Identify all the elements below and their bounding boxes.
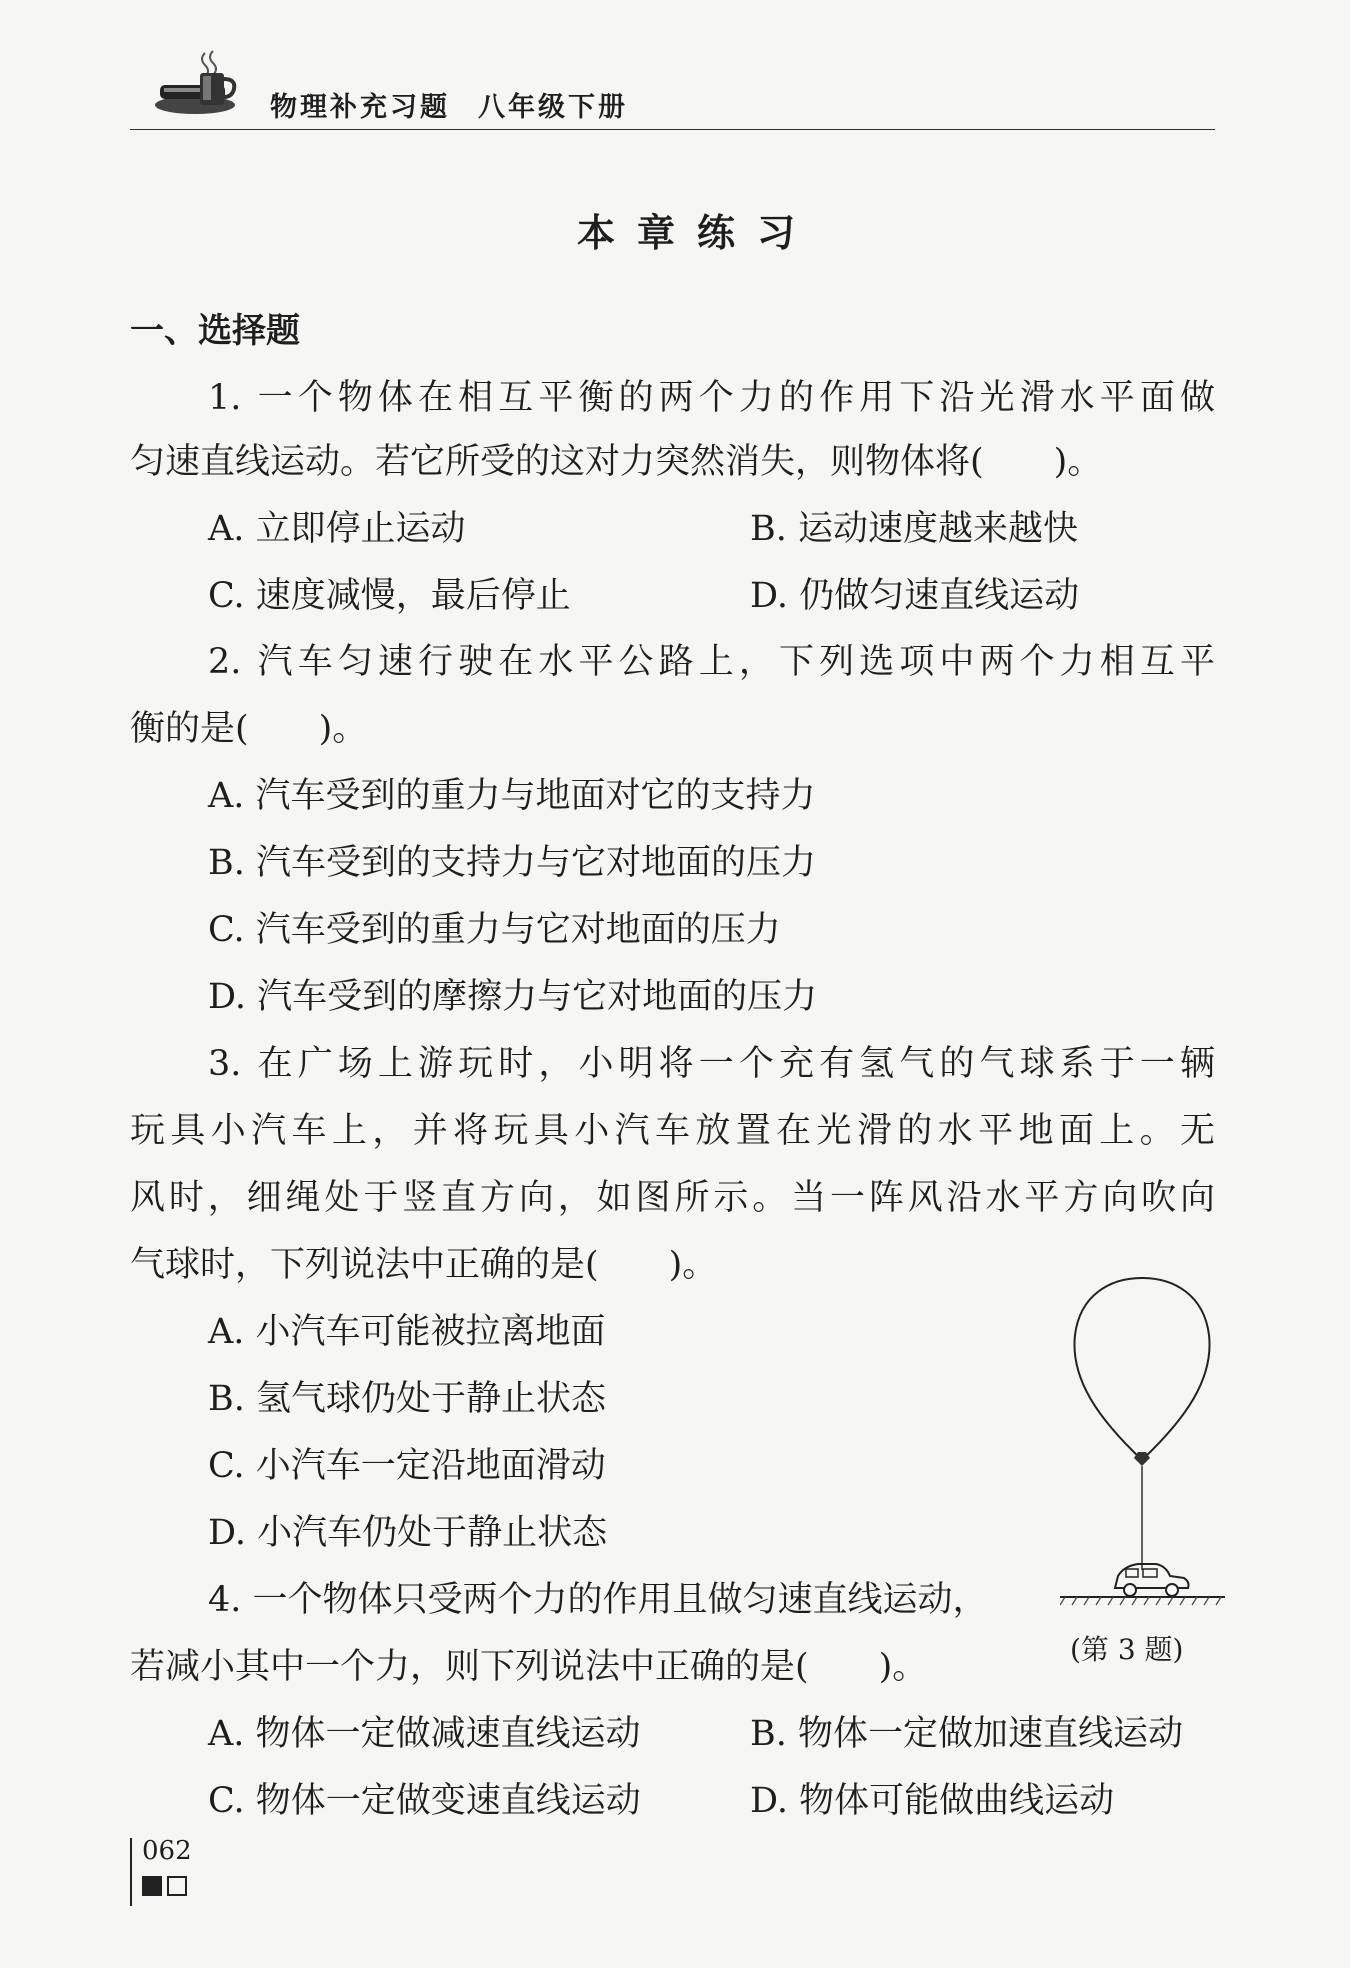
q2-option-a: A. 汽车受到的重力与地面对它的支持力 (208, 776, 816, 816)
q1-option-c: C. 速度减慢，最后停止 (208, 576, 571, 616)
q1-stem-line-2: 匀速直线运动。若它所受的这对力突然消失，则物体将( )。 (130, 442, 1103, 482)
section-title: 一、选择题 (130, 311, 300, 351)
books-and-cup-icon (150, 45, 270, 125)
q4-option-a: A. 物体一定做减速直线运动 (208, 1714, 641, 1754)
q4-option-c: C. 物体一定做变速直线运动 (208, 1781, 641, 1821)
q3-stem-line-3: 风时，细绳处于竖直方向，如图所示。当一阵风沿水平方向吹向 (130, 1178, 1215, 1218)
header-title (270, 85, 628, 124)
q3-option-d: D. 小汽车仍处于静止状态 (208, 1513, 608, 1553)
grade-label: 八年级下册 (478, 92, 628, 123)
page-number: 062 (142, 1836, 192, 1866)
q3-option-c: C. 小汽车一定沿地面滑动 (208, 1446, 606, 1486)
chapter-title: 本章练习 (576, 211, 817, 255)
figure-caption: (第 3 题) (1070, 1633, 1184, 1666)
q2-option-d: D. 汽车受到的摩擦力与它对地面的压力 (208, 977, 818, 1017)
q1-option-b: B. 运动速度越来越快 (750, 509, 1078, 549)
q3-stem-line-4: 气球时，下列说法中正确的是( )。 (130, 1245, 718, 1285)
q2-stem-line-2: 衡的是( )。 (130, 709, 368, 749)
q3-stem-line-2: 玩具小汽车上，并将玩具小汽车放置在光滑的水平地面上。无 (130, 1111, 1215, 1151)
q4-stem-line-2: 若减小其中一个力，则下列说法中正确的是( )。 (130, 1647, 928, 1687)
q1-option-a: A. 立即停止运动 (208, 509, 466, 549)
page-header (130, 45, 1215, 130)
q4-option-d: D. 物体可能做曲线运动 (750, 1781, 1115, 1821)
book-title: 物理补充习题 (270, 92, 450, 123)
filled-square-icon (142, 1876, 162, 1896)
q3-stem-line-1: 3. 在广场上游玩时，小明将一个充有氢气的气球系于一辆 (208, 1044, 1215, 1084)
empty-square-icon (167, 1876, 187, 1896)
q3-option-a: A. 小汽车可能被拉离地面 (208, 1312, 606, 1352)
balloon-car-figure (1060, 1270, 1225, 1620)
q2-option-c: C. 汽车受到的重力与它对地面的压力 (208, 910, 781, 950)
footer-rule (130, 1838, 132, 1906)
q1-stem-line-1: 1. 一个物体在相互平衡的两个力的作用下沿光滑水平面做 (208, 378, 1215, 418)
q2-stem-line-1: 2. 汽车匀速行驶在水平公路上，下列选项中两个力相互平 (208, 642, 1215, 682)
q4-option-b: B. 物体一定做加速直线运动 (750, 1714, 1183, 1754)
q3-option-b: B. 氢气球仍处于静止状态 (208, 1379, 606, 1419)
q1-option-d: D. 仍做匀速直线运动 (750, 576, 1080, 616)
q2-option-b: B. 汽车受到的支持力与它对地面的压力 (208, 843, 816, 883)
q4-stem-line-1: 4. 一个物体只受两个力的作用且做匀速直线运动， (208, 1580, 988, 1620)
